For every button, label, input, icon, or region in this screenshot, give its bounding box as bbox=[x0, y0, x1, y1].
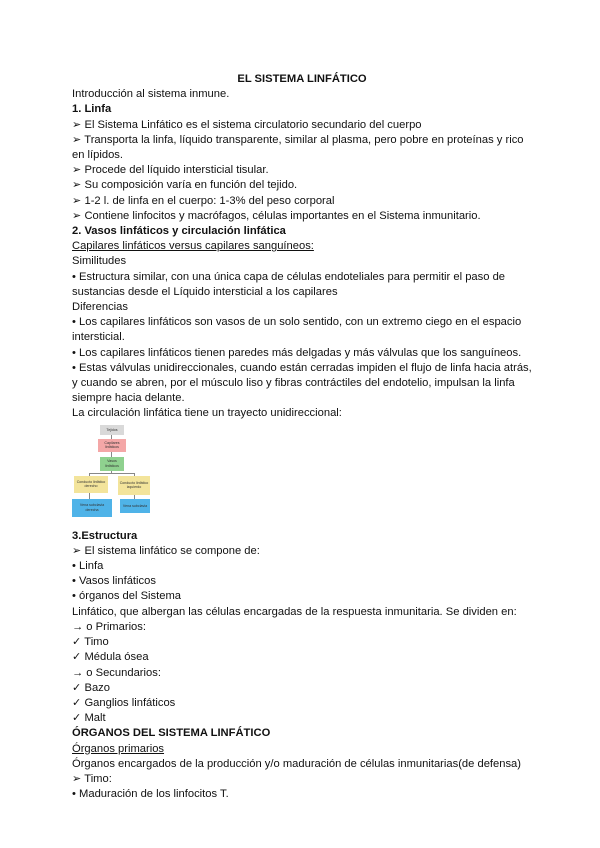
timo-item: • Maduración de los linfocitos T. bbox=[72, 788, 229, 801]
subheading-capilares: Capilares linfáticos versus capilares sanguíneos: bbox=[72, 240, 314, 253]
estructura-item: • órganos del Sistema bbox=[72, 590, 182, 603]
similitud-item: • Estructura similar, con una única capa de células endoteliales para permitir el paso de sustancias desde el Líquido intersticial a los capilares bbox=[72, 270, 506, 298]
estructura-item: • Linfa bbox=[72, 560, 104, 573]
estructura-intro: ➢ El sistema linfático se compone de: bbox=[72, 544, 260, 557]
diagram-node-vasos: Vasos linfáticos bbox=[100, 457, 124, 471]
diferencia-item: • Los capilares linfáticos son vasos de un solo sentido, con un extremo ciego en el espacio intersticial. bbox=[72, 316, 522, 344]
secundario-item: ✓ Ganglios linfáticos bbox=[72, 696, 176, 709]
organos-text: Linfático, que albergan las células encargadas de la respuesta inmunitaria. Se dividen en: bbox=[72, 605, 517, 618]
intro-text: Introducción al sistema inmune. bbox=[72, 88, 230, 101]
document-page bbox=[72, 72, 532, 802]
linfa-item: ➢ Contiene linfocitos y macrófagos, células importantes en el Sistema inmunitario. bbox=[72, 209, 481, 222]
section-heading-organos: ÓRGANOS DEL SISTEMA LINFÁTICO bbox=[72, 727, 271, 740]
subheading-organos-primarios: Órganos primarios bbox=[72, 742, 165, 755]
secundarios-label: → o Secundarios: bbox=[72, 666, 161, 679]
primarios-label: → o Primarios: bbox=[72, 620, 146, 633]
secundario-item: ✓ Bazo bbox=[72, 681, 110, 694]
diferencia-item: • Los capilares linfáticos tienen paredes más delgadas y más válvulas que los sanguíneos. bbox=[72, 346, 522, 359]
linfa-item: ➢ Procede del líquido intersticial tisular. bbox=[72, 164, 269, 177]
diagram-node-conducto-izquierdo: Conducto linfático izquierdo bbox=[118, 476, 150, 495]
diagram-node-conducto-derecho: Conducto linfático derecho bbox=[74, 476, 108, 493]
diagram-arrow bbox=[111, 471, 112, 474]
section-heading-estructura: 3.Estructura bbox=[72, 529, 138, 542]
linfa-item: ➢ Su composición varía en función del tejido. bbox=[72, 179, 298, 192]
similitudes-label: Similitudes bbox=[72, 255, 127, 268]
organos-primarios-text: Órganos encargados de la producción y/o maduración de células inmunitarias(de defensa) bbox=[72, 757, 522, 770]
diagram-node-vena-derecha: Vena subclavia derecha bbox=[72, 499, 112, 517]
section-heading-linfa: 1. Linfa bbox=[72, 103, 112, 116]
timo-label: ➢ Timo: bbox=[72, 772, 112, 785]
primario-item: ✓ Médula ósea bbox=[72, 651, 149, 664]
linfa-item: ➢ Transporta la linfa, líquido transparente, similar al plasma, pero pobre en proteínas y rico en lípidos. bbox=[72, 133, 524, 162]
section-heading-vasos: 2. Vasos linfáticos y circulación linfática bbox=[72, 225, 286, 238]
secundario-item: ✓ Malt bbox=[72, 712, 106, 725]
circulacion-text: La circulación linfática tiene un trayecto unidireccional: bbox=[72, 407, 342, 420]
estructura-item: • Vasos linfáticos bbox=[72, 575, 156, 588]
document-title: EL SISTEMA LINFÁTICO bbox=[237, 73, 367, 85]
diagram-node-capilares: Capilares linfáticos bbox=[98, 439, 126, 452]
diagram-node-tejidos: Tejidos bbox=[100, 425, 124, 435]
primario-item: ✓ Timo bbox=[72, 636, 109, 649]
diferencias-label: Diferencias bbox=[72, 301, 128, 314]
diferencia-item: • Estas válvulas unidireccionales, cuando están cerradas impiden el flujo de linfa hacia atrás, y cuando se abren, por el músculo liso y fibras contráctiles del endotelio, impulsan la linfa siempre hacia delante. bbox=[72, 361, 532, 405]
linfa-item: ➢ 1-2 l. de linfa en el cuerpo: 1-3% del peso corporal bbox=[72, 194, 335, 207]
diagram-node-vena-subclavia: Vena subclavia bbox=[120, 499, 150, 513]
linfa-item: ➢ El Sistema Linfático es el sistema circulatorio secundario del cuerpo bbox=[72, 118, 422, 131]
lymph-flow-diagram bbox=[72, 425, 162, 525]
